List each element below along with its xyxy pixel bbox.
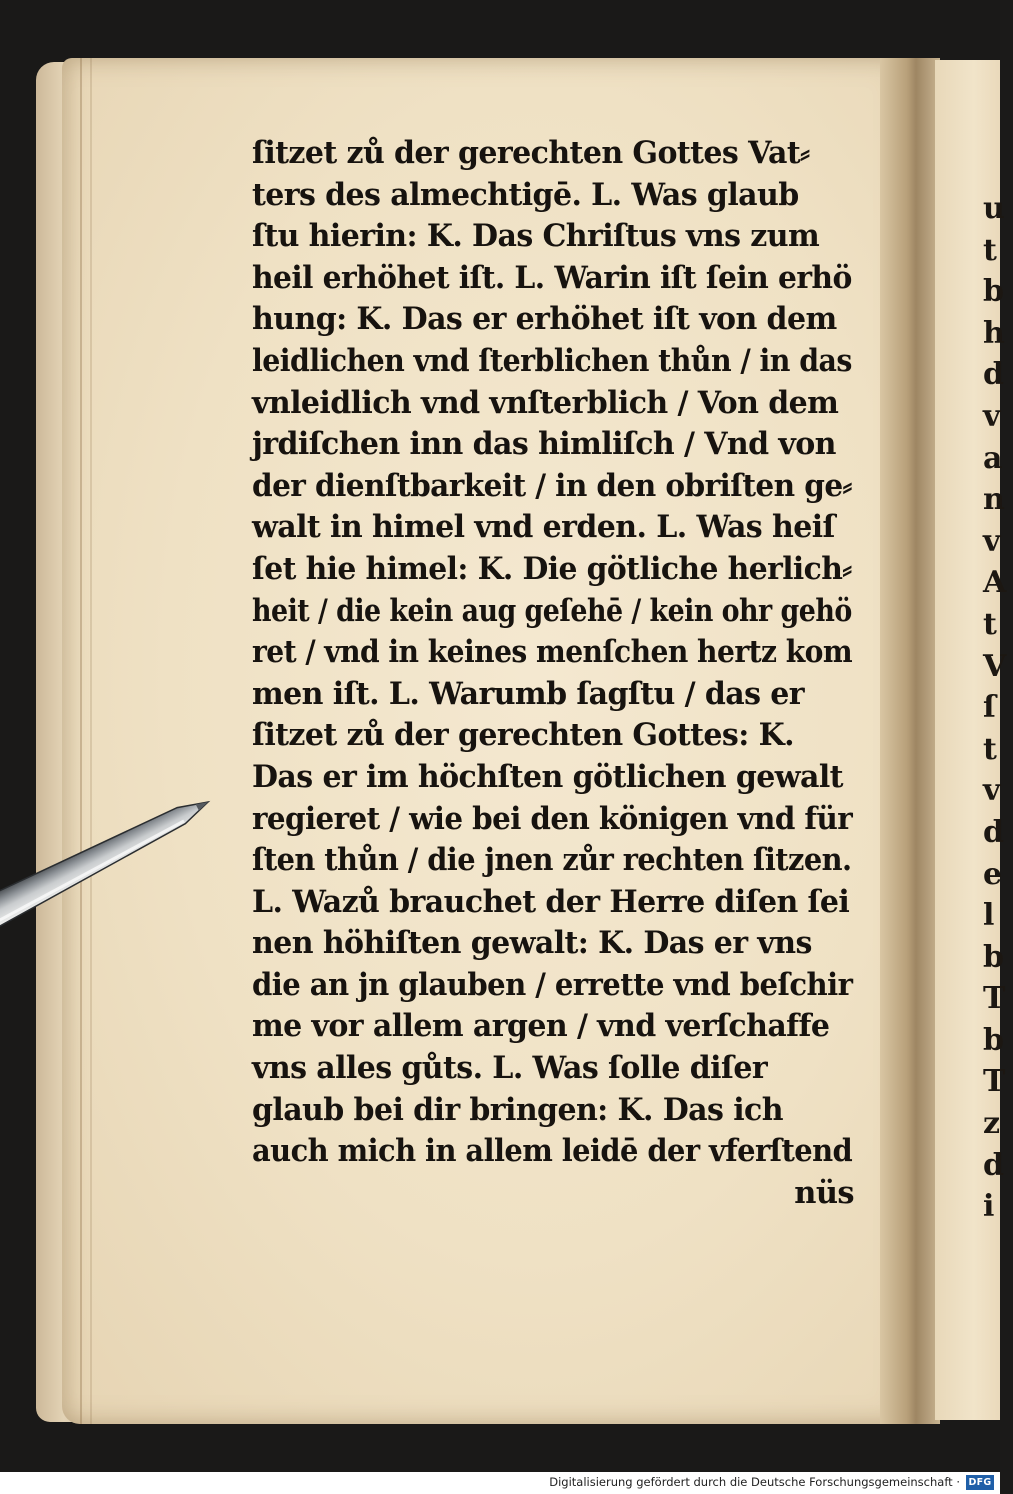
digitization-footer (0, 1472, 1000, 1494)
page-text-block (252, 133, 862, 1214)
text-line: ters des almechtigē. L. Was glaub (252, 176, 799, 213)
facing-page-letter: d (983, 1147, 1004, 1183)
facing-page-letter: T (983, 981, 1006, 1017)
text-line: ſtu hierin: K. Das Chriſtus vns zum (252, 218, 820, 255)
text-line: der dienſtbarkeit / in den obriſten ge⸗ (252, 467, 852, 504)
footer-credit: Digitalisierung gefördert durch die Deutsche Forschungsgemeinschaft · (549, 1475, 960, 1489)
facing-page-letter: v (983, 523, 1001, 559)
text-line: walt in himel vnd erden. L. Was heiſ (252, 509, 835, 546)
text-line: ſet hie himel: K. Die götliche herlich⸗ (252, 550, 852, 587)
facing-page-letters (983, 188, 1013, 1228)
facing-page-letter: t (983, 232, 997, 268)
text-line: heit / die kein aug geſehē / kein ohr gehö (252, 592, 852, 629)
facing-page-letter: a (983, 440, 1003, 476)
facing-page-letter: u (983, 191, 1005, 226)
text-line: vnleidlich vnd vnſterblich / Von dem (252, 384, 839, 421)
text-line: auch mich in allem leidē der vferſtend (252, 1133, 853, 1170)
text-line: vns alles gůts. L. Was ſolle diſer (252, 1050, 768, 1087)
pen-icon (0, 780, 240, 980)
facing-page-letter: n (983, 482, 1005, 518)
text-line: jrdiſchen inn das himliſch / Vnd von (252, 426, 836, 463)
facing-page-letter: d (983, 357, 1004, 393)
facing-page-letter: ſ (983, 690, 996, 726)
facing-page-letter: b (983, 274, 1004, 310)
text-line: die an jn glauben / errette vnd beſchir (252, 966, 853, 1003)
facing-page-letter: e (983, 856, 1003, 892)
facing-page-letter: V (983, 648, 1007, 684)
facing-page-letter: d (983, 814, 1004, 850)
text-line: ſitzet zů der gerechten Gottes: K. (252, 717, 794, 754)
text-line: men iſt. L. Warumb ſagſtu / das er (252, 675, 804, 712)
text-line: Das er im höchſten götlichen gewalt (252, 758, 843, 795)
facing-page-letter: T (983, 1064, 1006, 1100)
text-line: ſten thůn / die jnen zůr rechten ſitzen. (252, 842, 852, 879)
page-edge-line (80, 58, 82, 1424)
text-line: glaub bei dir bringen: K. Das ich (252, 1091, 783, 1128)
facing-page-letter: t (983, 606, 997, 642)
text-line: ſitzet zů der gerechten Gottes Vat⸗ (252, 135, 810, 171)
dfg-logo: DFG (966, 1475, 994, 1490)
text-line: L. Wazů brauchet der Herre diſen ſei (252, 883, 850, 920)
catchword: nüs (794, 1174, 854, 1211)
facing-page-fragment (935, 60, 1007, 1420)
facing-page-letter: l (983, 898, 995, 934)
facing-page-letter: z (983, 1106, 1001, 1142)
facing-page-letter: b (983, 939, 1004, 975)
text-line: heil erhöhet iſt. L. Warin iſt ſein erhö (252, 259, 852, 296)
facing-page-letter: A (983, 565, 1007, 601)
facing-page-letter: v (983, 773, 1001, 809)
text-line: me vor allem argen / vnd verſchaffe (252, 1008, 830, 1045)
text-line: ret / vnd in keines menſchen hertz kom (252, 634, 853, 671)
facing-page-letter: t (983, 731, 997, 767)
facing-page-letter: v (983, 398, 1001, 434)
book-gutter (880, 58, 940, 1424)
text-line: nen höhiſten gewalt: K. Das er vns (252, 925, 812, 962)
text-line: leidlichen vnd ſterblichen thůn / in das (252, 342, 852, 379)
text-line: regieret / wie bei den königen vnd für (252, 800, 853, 837)
page-edge-line (90, 58, 92, 1424)
facing-page-letter: b (983, 1022, 1004, 1058)
text-line: hung: K. Das er erhöhet iſt von dem (252, 301, 837, 338)
facing-page-letter: h (983, 315, 1005, 351)
facing-page-letter: i (983, 1189, 995, 1225)
